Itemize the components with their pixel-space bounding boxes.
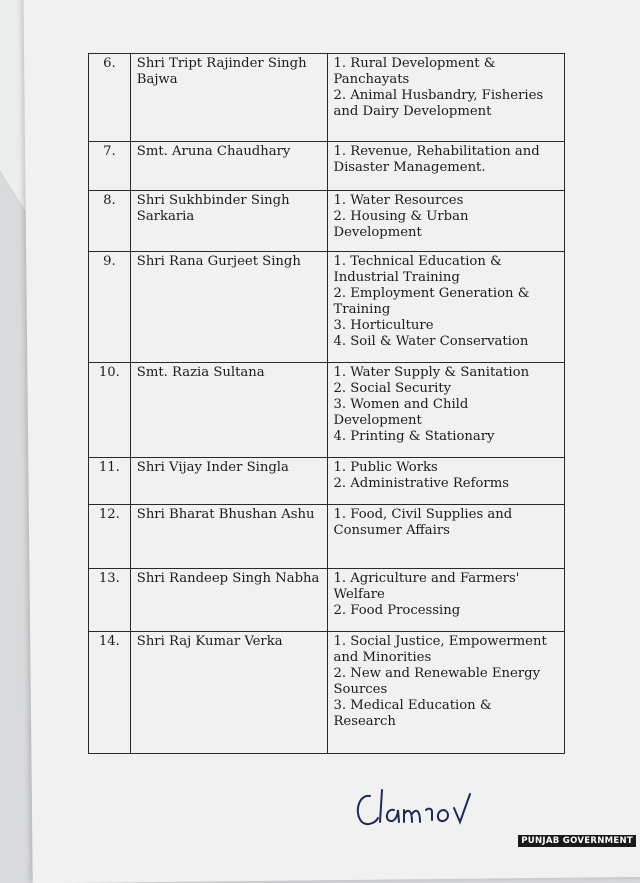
table-row: [89, 142, 565, 191]
portfolio-cell: [327, 191, 565, 252]
minister-name: Shri Bharat Bhushan Ashu: [130, 505, 327, 569]
portfolio-item: 2. Administrative Reforms: [333, 476, 510, 491]
portfolio-item: 3. Horticulture: [333, 318, 434, 333]
portfolio-item: 1. Rural Development & Panchayats: [333, 56, 496, 87]
table-row: [89, 505, 565, 569]
portfolio-cell: [327, 569, 565, 632]
portfolio-item: 1. Technical Education & Industrial Training: [333, 254, 502, 285]
minister-name: Shri Sukhbinder Singh Sarkaria: [130, 191, 327, 252]
portfolio-item: 1. Revenue, Rehabilitation and Disaster Management.: [333, 144, 540, 175]
table-row: [89, 569, 565, 632]
portfolio-item: 2. Social Security: [333, 381, 452, 396]
serial-number: 7.: [89, 142, 131, 191]
minister-name: Smt. Aruna Chaudhary: [130, 142, 327, 191]
portfolio-cell: [327, 505, 565, 569]
portfolio-table-body: [89, 54, 565, 754]
portfolio-item: 1. Agriculture and Farmers' Welfare: [333, 571, 520, 602]
table-row: [89, 252, 565, 363]
serial-number: 10.: [89, 363, 131, 458]
table-row: [89, 363, 565, 458]
minister-name: Shri Randeep Singh Nabha: [130, 569, 327, 632]
portfolio-cell: [327, 458, 565, 505]
portfolio-cell: [327, 632, 565, 754]
serial-number: 8.: [89, 191, 131, 252]
portfolio-item: 2. Employment Generation & Training: [333, 286, 530, 317]
serial-number: 11.: [89, 458, 131, 505]
serial-number: 14.: [89, 632, 131, 754]
portfolio-item: 1. Social Justice, Empowerment and Minorities: [333, 634, 547, 665]
portfolio-table: [88, 53, 565, 754]
portfolio-cell: [327, 252, 565, 363]
photo-credit: PUNJAB GOVERNMENT: [518, 835, 636, 847]
minister-name: Shri Vijay Inder Singla: [130, 458, 327, 505]
portfolio-item: 3. Women and Child Development: [333, 397, 469, 428]
portfolio-item: 2. New and Renewable Energy Sources: [333, 666, 541, 697]
portfolio-item: 1. Public Works: [333, 460, 438, 475]
serial-number: 13.: [89, 569, 131, 632]
portfolio-cell: [327, 54, 565, 142]
minister-name: Shri Raj Kumar Verka: [130, 632, 327, 754]
serial-number: 9.: [89, 252, 131, 363]
portfolio-item: 1. Food, Civil Supplies and Consumer Affairs: [333, 507, 513, 538]
portfolio-item: 4. Soil & Water Conservation: [333, 334, 529, 349]
table-row: [89, 458, 565, 505]
signature-image: [352, 784, 492, 832]
minister-name: Smt. Razia Sultana: [130, 363, 327, 458]
portfolio-cell: [327, 142, 565, 191]
table-row: [89, 632, 565, 754]
minister-name: Shri Tript Rajinder Singh Bajwa: [130, 54, 327, 142]
portfolio-item: 1. Water Resources: [333, 193, 464, 208]
portfolio-item: 4. Printing & Stationary: [333, 429, 495, 444]
portfolio-item: 1. Water Supply & Sanitation: [333, 365, 530, 380]
portfolio-item: 2. Animal Husbandry, Fisheries and Dairy Development: [333, 88, 544, 119]
minister-name: Shri Rana Gurjeet Singh: [130, 252, 327, 363]
table-row: [89, 54, 565, 142]
portfolio-item: 3. Medical Education & Research: [333, 698, 492, 729]
serial-number: 6.: [89, 54, 131, 142]
portfolio-item: 2. Food Processing: [333, 603, 461, 618]
portfolio-item: 2. Housing & Urban Development: [333, 209, 469, 240]
serial-number: 12.: [89, 505, 131, 569]
table-row: [89, 191, 565, 252]
portfolio-cell: [327, 363, 565, 458]
